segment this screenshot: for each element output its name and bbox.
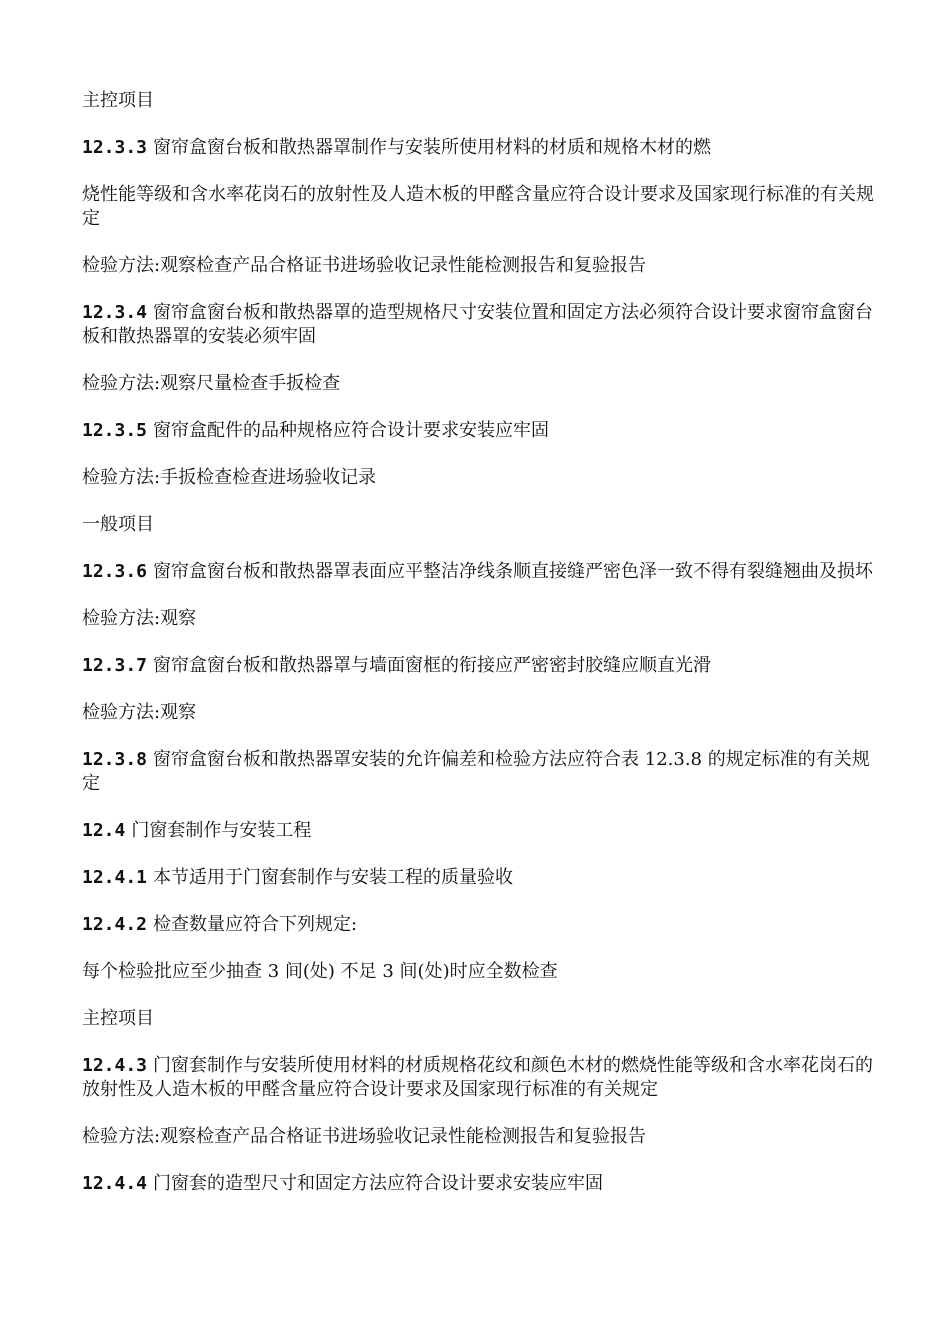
inspection-method: 检验方法:观察尺量检查手扳检查	[82, 373, 341, 394]
paragraph	[82, 419, 874, 443]
clause-text: 门窗套制作与安装所使用材料的材质规格花纹和颜色木材的燃烧性能等级和含水率花岗石的放射性及人造木板的甲醛含量应符合设计要求及国家现行标准的有关规定	[82, 1055, 874, 1100]
clause-number: 12.3.3	[82, 137, 148, 158]
clause-text: 窗帘盒窗台板和散热器罩与墙面窗框的衔接应严密密封胶缝应顺直光滑	[153, 655, 712, 676]
clause-text: 窗帘盒窗台板和散热器罩的造型规格尺寸安装位置和固定方法必须符合设计要求窗帘盒窗台板和散热器罩的安装必须牢固	[82, 302, 874, 347]
section-heading: 主控项目	[82, 1008, 154, 1029]
section-heading: 主控项目	[82, 90, 154, 111]
clause-text: 窗帘盒窗台板和散热器罩表面应平整洁净线条顺直接缝严密色泽一致不得有裂缝翘曲及损坏	[153, 561, 874, 582]
clause-number: 12.4.1	[82, 867, 148, 888]
paragraph	[82, 1172, 874, 1196]
clause-number: 12.3.4	[82, 302, 148, 323]
paragraph	[82, 607, 874, 631]
paragraph	[82, 513, 874, 537]
clause-number: 12.3.6	[82, 561, 148, 582]
paragraph	[82, 1054, 874, 1102]
paragraph	[82, 1007, 874, 1031]
inspection-method: 检验方法:观察检查产品合格证书进场验收记录性能检测报告和复验报告	[82, 255, 647, 276]
paragraph	[82, 654, 874, 678]
clause-text: 烧性能等级和含水率花岗石的放射性及人造木板的甲醛含量应符合设计要求及国家现行标准的有关规定	[82, 184, 874, 229]
paragraph	[82, 701, 874, 725]
paragraph	[82, 960, 874, 984]
inspection-method: 检验方法:观察	[82, 608, 197, 629]
clause-number: 12.3.5	[82, 420, 148, 441]
paragraph	[82, 466, 874, 490]
paragraph	[82, 819, 874, 843]
paragraph	[82, 866, 874, 890]
paragraph	[82, 89, 874, 113]
inspection-method: 检验方法:观察检查产品合格证书进场验收记录性能检测报告和复验报告	[82, 1126, 647, 1147]
paragraph	[82, 254, 874, 278]
clause-text: 检查数量应符合下列规定:	[153, 914, 358, 935]
inspection-method: 检验方法:观察	[82, 702, 197, 723]
clause-number: 12.4.2	[82, 914, 148, 935]
paragraph	[82, 1125, 874, 1149]
section-heading: 一般项目	[82, 514, 154, 535]
paragraph	[82, 913, 874, 937]
clause-number: 12.4.4	[82, 1173, 148, 1194]
clause-text: 门窗套的造型尺寸和固定方法应符合设计要求安装应牢固	[153, 1173, 604, 1194]
clause-text: 窗帘盒窗台板和散热器罩安装的允许偏差和检验方法应符合表 12.3.8 的规定标准的有关规定	[82, 749, 870, 794]
clause-number: 12.3.7	[82, 655, 148, 676]
section-title: 门窗套制作与安装工程	[131, 820, 312, 841]
paragraph	[82, 301, 874, 349]
clause-text: 窗帘盒配件的品种规格应符合设计要求安装应牢固	[153, 420, 550, 441]
paragraph	[82, 372, 874, 396]
clause-text: 窗帘盒窗台板和散热器罩制作与安装所使用材料的材质和规格木材的燃	[153, 137, 712, 158]
clause-number: 12.4.3	[82, 1055, 148, 1076]
section-number: 12.4	[82, 820, 126, 841]
paragraph	[82, 136, 874, 160]
paragraph	[82, 748, 874, 796]
document-page	[82, 89, 874, 1219]
clause-text: 本节适用于门窗套制作与安装工程的质量验收	[153, 867, 514, 888]
inspection-method: 检验方法:手扳检查检查进场验收记录	[82, 467, 377, 488]
paragraph	[82, 560, 874, 584]
paragraph	[82, 183, 874, 231]
clause-number: 12.3.8	[82, 749, 148, 770]
clause-text: 每个检验批应至少抽查 3 间(处) 不足 3 间(处)时应全数检查	[82, 961, 558, 982]
